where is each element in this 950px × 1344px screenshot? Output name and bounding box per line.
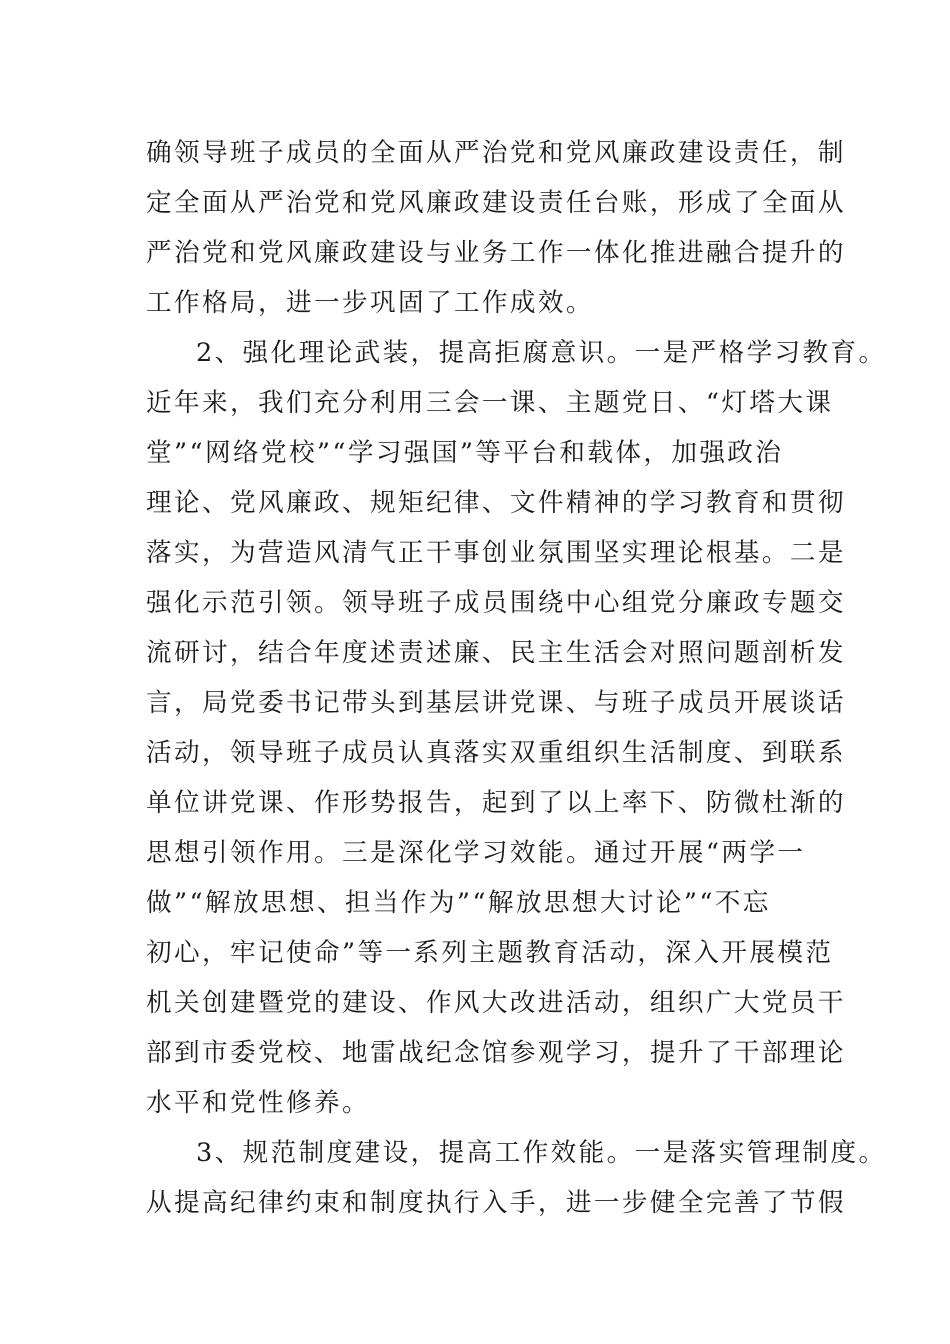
text-line: 严治党和党风廉政建设与业务工作一体化推进融合提升的 bbox=[146, 238, 846, 268]
text-line: 定全面从严治党和党风廉政建设责任台账，形成了全面从 bbox=[146, 188, 846, 218]
text-line: 近年来，我们充分利用三会一课、主题党日、“灯塔大课 bbox=[146, 388, 834, 418]
text-line: 堂”“网络党校”“学习强国”等平台和载体，加强政治 bbox=[146, 438, 784, 468]
text-line: 2、强化理论武装，提高拒腐意识。一是严格学习教育。 bbox=[196, 338, 887, 368]
text-line: 强化示范引领。领导班子成员围绕中心组党分廉政专题交 bbox=[146, 588, 846, 618]
text-line: 言，局党委书记带头到基层讲党课、与班子成员开展谈话 bbox=[146, 688, 846, 718]
text-line: 部到市委党校、地雷战纪念馆参观学习，提升了干部理论 bbox=[146, 1038, 846, 1068]
text-line: 单位讲党课、作形势报告，起到了以上率下、防微杜渐的 bbox=[146, 788, 846, 818]
text-line: 确领导班子成员的全面从严治党和党风廉政建设责任，制 bbox=[146, 138, 846, 168]
text-line: 从提高纪律约束和制度执行入手，进一步健全完善了节假 bbox=[146, 1188, 846, 1218]
text-line: 水平和党性修养。 bbox=[146, 1088, 370, 1118]
text-line: 3、规范制度建设，提高工作效能。一是落实管理制度。 bbox=[196, 1138, 887, 1168]
document-body bbox=[146, 128, 887, 1228]
text-line: 机关创建暨党的建设、作风大改进活动，组织广大党员干 bbox=[146, 988, 846, 1018]
text-line: 落实，为营造风清气正干事创业氛围坚实理论根基。二是 bbox=[146, 538, 846, 568]
text-line: 初心，牢记使命”等一系列主题教育活动，深入开展模范 bbox=[146, 938, 834, 968]
text-line: 工作格局，进一步巩固了工作成效。 bbox=[146, 288, 594, 318]
text-line: 活动，领导班子成员认真落实双重组织生活制度、到联系 bbox=[146, 738, 846, 768]
text-line: 做”“解放思想、担当作为”“解放思想大讨论”“不忘 bbox=[146, 888, 771, 918]
text-line: 理论、党风廉政、规矩纪律、文件精神的学习教育和贯彻 bbox=[146, 488, 846, 518]
text-line: 流研讨，结合年度述责述廉、民主生活会对照问题剖析发 bbox=[146, 638, 846, 668]
text-line: 思想引领作用。三是深化学习效能。通过开展“两学一 bbox=[146, 838, 806, 868]
